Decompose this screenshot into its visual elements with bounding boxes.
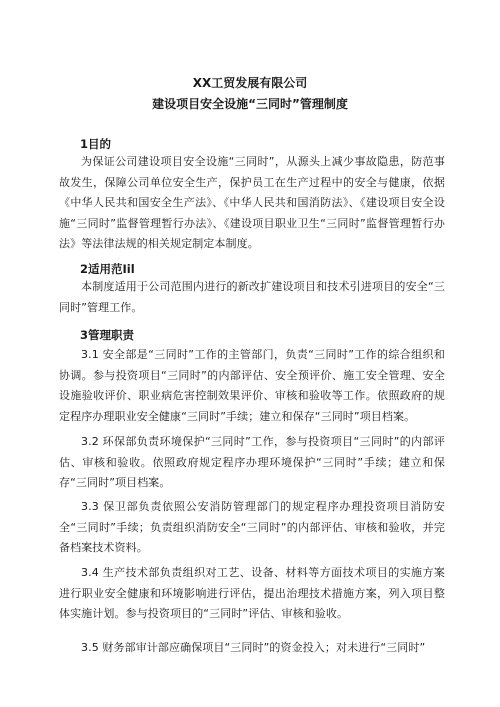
section-heading-scope: 2适用范Iil xyxy=(80,262,135,276)
paragraph-3-2: 3.2 环保部负责环境保护“三同时”工作，参与投资项目“三同时”的内部评估、审核和验收。依照政府规定程序办理环境保护“三同时”手续；建立和保存“三同时”项目档案。 xyxy=(59,435,445,489)
paragraph-3-1: 3.1 安全部是“三同时”工作的主管部门，负责“三同时”工作的综合组织和协调。参与投资项目“三同时”的内部评估、安全预评价、施工安全管理、安全设施验收评价、职业病危害控制效果评价、审核和验收等工作。依照政府的规定程序办理职业安全健康“三同时”手续；建立和保存“三同时”项目档案。 xyxy=(59,348,445,423)
paragraph-3-3: 3.3 保卫部负责依照公安消防管理部门的规定程序办理投资项目消防安全“三同时”手续；负责组织消防安全“三同时”的内部评估、审核和验收，并完备档案技术资料。 xyxy=(59,500,445,554)
company-title: XX工贸发展有限公司 xyxy=(192,76,308,90)
paragraph-scope: 本制度适用于公司范围内进行的新改扩建设项目和技术引进项目的安全“三同时”管理工作。 xyxy=(59,280,445,314)
section-heading-responsibilities: 3管理职责 xyxy=(80,328,135,342)
paragraph-purpose: 为保证公司建设项目安全设施“三同时”，从源头上减少事故隐患，防范事故发生，保障公司单位安全生产，保护员工在生产过程中的安全与健康，依据《中华人民共和国安全生产法》、《中华人民共和国消防法》、《建设项目安全设施“三同时”监督管理暂行办法》、《建设项目职业卫生“三同时”监督管理暂行办法》等法律法规的相关规定制定本制度。 xyxy=(59,155,445,250)
section-heading-purpose: 1目的 xyxy=(80,137,112,151)
paragraph-3-5: 3.5 财务部审计部应确保项目“三同时”的资金投入；对未进行“三同时” xyxy=(81,641,426,654)
paragraph-3-4: 3.4 生产技术部负责组织对工艺、设备、材料等方面技术项目的实施方案进行职业安全健康和环境影响进行评估，提出治理技术措施方案，列入项目整体实施计划。参与投资项目的“三同时”评估、审核和验收。 xyxy=(59,566,445,620)
document-title: 建设项目安全设施“三同时”管理制度 xyxy=(152,97,348,111)
